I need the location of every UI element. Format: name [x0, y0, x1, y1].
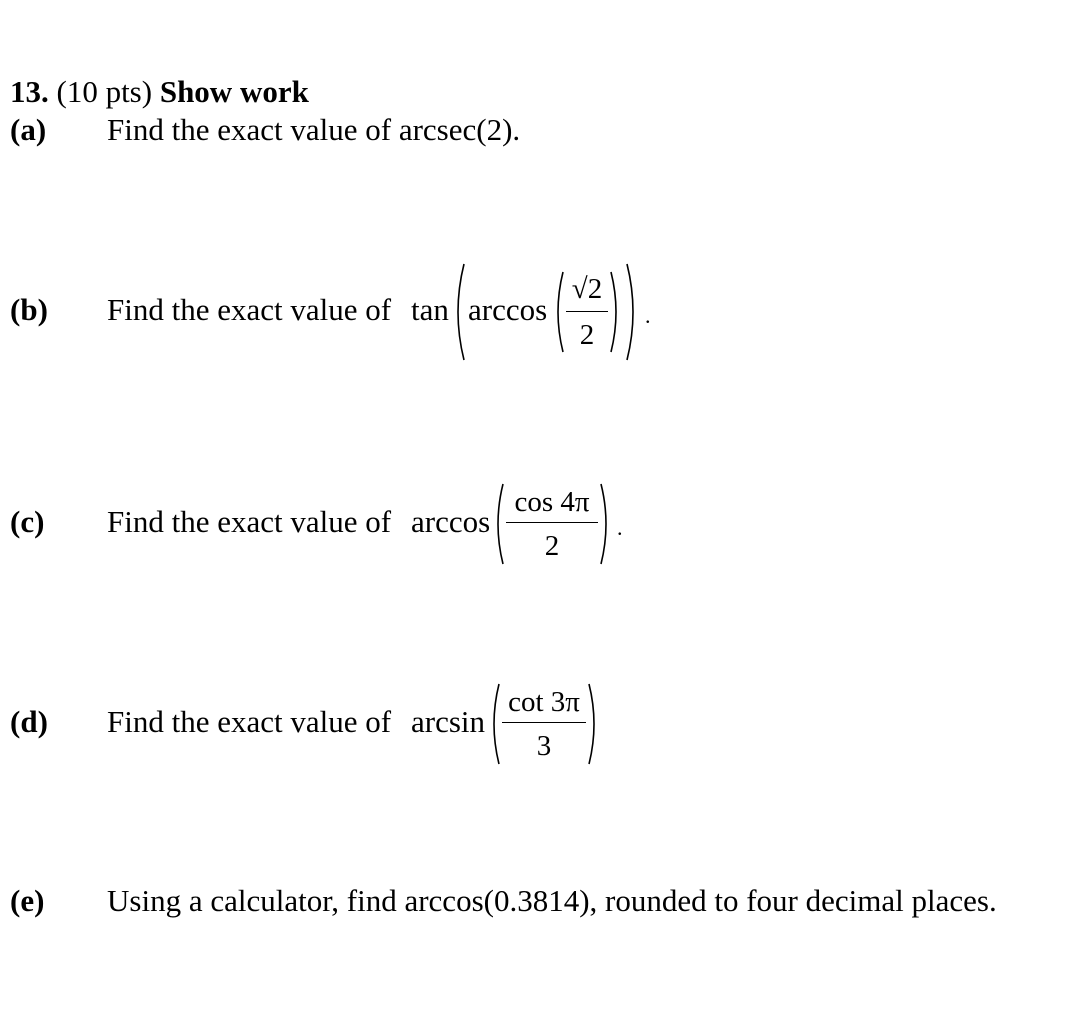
part-b-inner-left-paren — [550, 270, 566, 354]
part-b-func-outer: tan — [411, 292, 449, 327]
part-b-fraction-bar — [566, 311, 608, 312]
problem-header — [10, 74, 309, 110]
part-e-question: Using a calculator, find arccos(0.3814), rounded to four decimal places. — [107, 883, 997, 918]
part-a-label: (a) — [10, 112, 47, 147]
part-b-func-inner: arccos — [468, 292, 548, 327]
part-b-outer-left-paren — [449, 262, 467, 362]
part-c-numerator: cos 4π — [514, 486, 590, 518]
part-e-label: (e) — [10, 883, 45, 918]
part-d-right-paren — [586, 682, 602, 766]
problem-points: (10 pts) — [56, 74, 153, 109]
part-c-func: arccos — [411, 504, 491, 539]
part-b-outer-right-paren — [624, 262, 642, 362]
part-d-label: (d) — [10, 704, 48, 739]
part-c-fraction-bar — [506, 522, 598, 523]
part-c-label: (c) — [10, 504, 45, 539]
part-b-denominator: 2 — [579, 319, 595, 351]
part-d-denominator: 3 — [536, 730, 552, 762]
part-d-numerator: cot 3π — [508, 686, 580, 718]
part-b-question: Find the exact value of — [107, 292, 392, 327]
part-c-right-paren — [598, 482, 614, 566]
part-d-fraction-bar — [502, 722, 586, 723]
part-c-question: Find the exact value of — [107, 504, 392, 539]
part-b-end: . — [645, 303, 651, 328]
part-c-denominator: 2 — [544, 530, 560, 562]
part-d-func: arcsin — [411, 704, 486, 739]
part-a-question: Find the exact value of arcsec(2). — [107, 112, 521, 147]
part-b-numerator: √2 — [571, 273, 603, 305]
part-b-inner-right-paren — [608, 270, 624, 354]
problem-instruction: Show work — [159, 74, 309, 109]
problem-number: 13. — [10, 74, 49, 109]
part-c-end: . — [617, 515, 623, 540]
part-b-label: (b) — [10, 292, 48, 327]
part-d-question: Find the exact value of — [107, 704, 392, 739]
